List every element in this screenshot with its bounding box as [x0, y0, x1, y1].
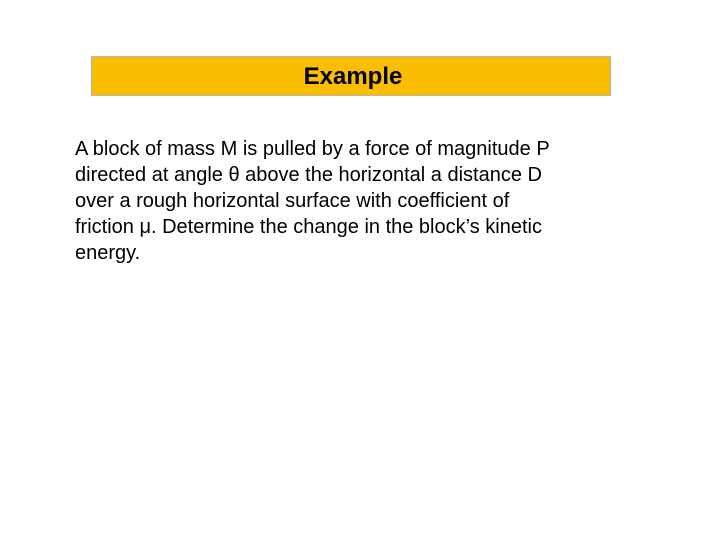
problem-statement	[75, 136, 660, 266]
slide-title: Example	[303, 63, 403, 90]
title-banner	[91, 56, 611, 96]
problem-line: friction μ. Determine the change in the block’s kinetic	[75, 216, 542, 238]
problem-line: energy.	[75, 242, 141, 264]
problem-line: A block of mass M is pulled by a force of magnitude P	[75, 138, 550, 160]
problem-line: over a rough horizontal surface with coefficient of	[75, 190, 510, 212]
problem-line: directed at angle θ above the horizontal a distance D	[75, 164, 542, 186]
